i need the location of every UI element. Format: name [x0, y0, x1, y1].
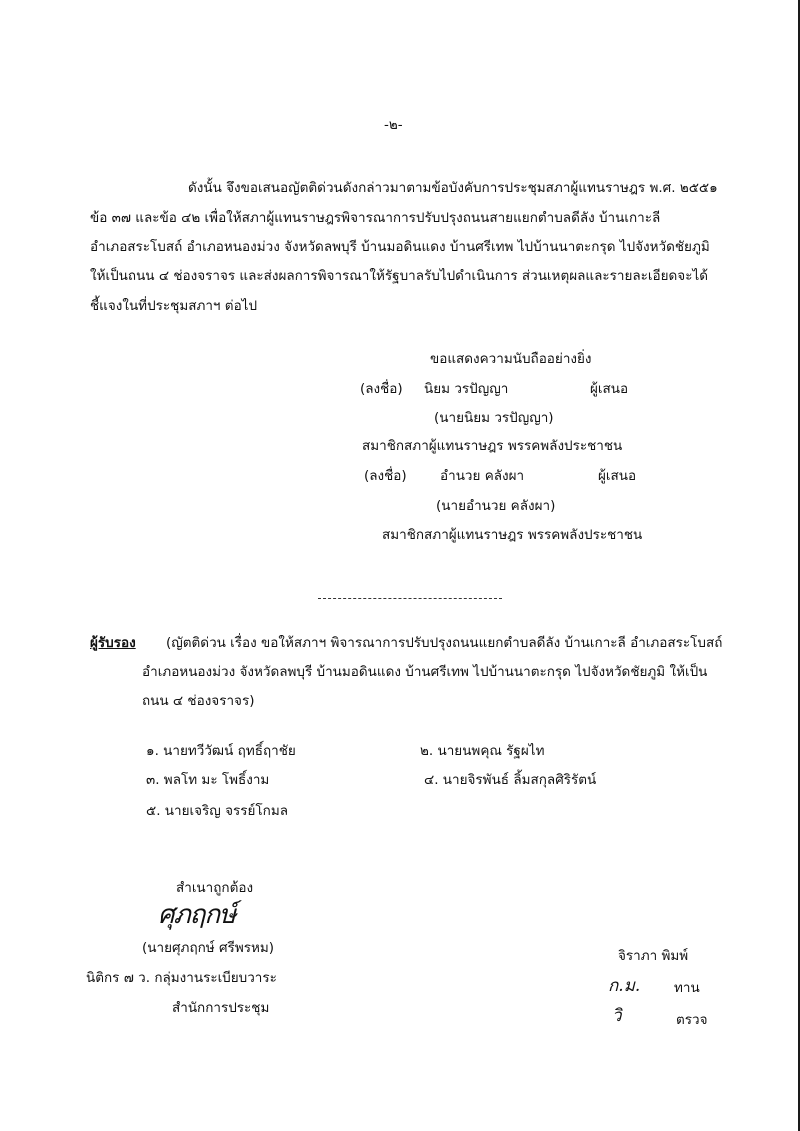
certify-label: สำเนาถูกต้อง — [176, 880, 254, 896]
signer1-position: สมาชิกสภาผู้แทนราษฎร พรรคพลังประชาชน — [362, 438, 623, 454]
certify-position: นิติกร ๗ ว. กลุ่มงานระเบียบวาระ — [86, 970, 277, 986]
checker-label: ตรวจ — [676, 1012, 708, 1028]
endorse-subject-line: อำเภอหนองม่วง จังหวัดลพบุรี บ้านมอดินแดง บ้านศรีเทพ ไปบ้านนาตะกรุด ไปจังหวัดชัยภูมิ ให้เป็น — [142, 664, 708, 680]
proofreader-label: ทาน — [674, 980, 700, 996]
typist-label: จิราภา พิมพ์ — [618, 948, 689, 964]
endorse-subject-line: ถนน ๔ ช่องจราจร) — [142, 693, 255, 709]
checker-initials: วิ — [612, 1006, 622, 1026]
endorser-5: ๕. นายเจริญ จรรย์โกมล — [146, 803, 289, 819]
body-line: อำเภอสระโบสถ์ อำเภอหนองม่วง จังหวัดลพบุรี บ้านมอดินแดง บ้านศรีเทพ ไปบ้านนาตะกรุด ไปจังหวัดชัยภูมิ — [90, 239, 710, 255]
signer1-sign-label: (ลงชื่อ) — [360, 381, 403, 397]
endorser-4: ๔. นายจิรพันธ์ ลิ้มสกุลศิริรัตน์ — [424, 772, 597, 788]
body-line: ข้อ ๓๗ และข้อ ๔๒ เพื่อให้สภาผู้แทนราษฎรพิจารณาการปรับปรุงถนนสายแยกตำบลดีลัง บ้านเกาะลี — [90, 210, 661, 226]
closing-phrase: ขอแสดงความนับถืออย่างยิ่ง — [430, 351, 592, 367]
signer1-printed-name: (นายนิยม วรปัญญา) — [434, 410, 554, 426]
endorser-3: ๓. พลโท มะ โพธิ์งาม — [146, 772, 270, 788]
signer2-sign-label: (ลงชื่อ) — [364, 468, 407, 484]
certify-signature: ศุภฤกษ์ — [158, 900, 236, 930]
page-number: -๒- — [384, 117, 403, 133]
body-line: ดังนั้น จึงขอเสนอญัตติด่วนดังกล่าวมาตามข้อบังคับการประชุมสภาผู้แทนราษฎร พ.ศ. ๒๕๕๑ — [188, 180, 718, 196]
signer2-role: ผู้เสนอ — [598, 468, 637, 484]
endorse-subject-line: (ญัตติด่วน เรื่อง ขอให้สภาฯ พิจารณาการปรับปรุงถนนแยกตำบลดีลัง บ้านเกาะลี อำเภอสระโบสถ์ — [166, 635, 723, 651]
body-line: ชี้แจงในที่ประชุมสภาฯ ต่อไป — [90, 298, 258, 314]
signer2-printed-name: (นายอำนวย คลังผา) — [436, 498, 556, 514]
signer2-signature: อำนวย คลังผา — [440, 468, 525, 484]
signer2-position: สมาชิกสภาผู้แทนราษฎร พรรคพลังประชาชน — [382, 527, 643, 543]
certify-name: (นายศุภฤกษ์ ศรีพรหม) — [142, 940, 275, 956]
dashed-separator — [318, 598, 502, 599]
body-line: ให้เป็นถนน ๔ ช่องจราจร และส่งผลการพิจารณาให้รัฐบาลรับไปดำเนินการ ส่วนเหตุผลและรายละเอียดจะได้ — [90, 268, 709, 284]
endorser-2: ๒. นายนพคุณ รัฐผไท — [420, 743, 545, 759]
endorser-1: ๑. นายทวีวัฒน์ ฤทธิ์ฤาชัย — [146, 743, 296, 759]
signer1-signature: นิยม วรปัญญา — [424, 381, 509, 397]
certify-office: สำนักการประชุม — [172, 1000, 270, 1016]
signer1-role: ผู้เสนอ — [590, 381, 629, 397]
endorsers-label: ผู้รับรอง — [90, 635, 136, 651]
proofreader-initials: ก.ม. — [608, 976, 641, 996]
